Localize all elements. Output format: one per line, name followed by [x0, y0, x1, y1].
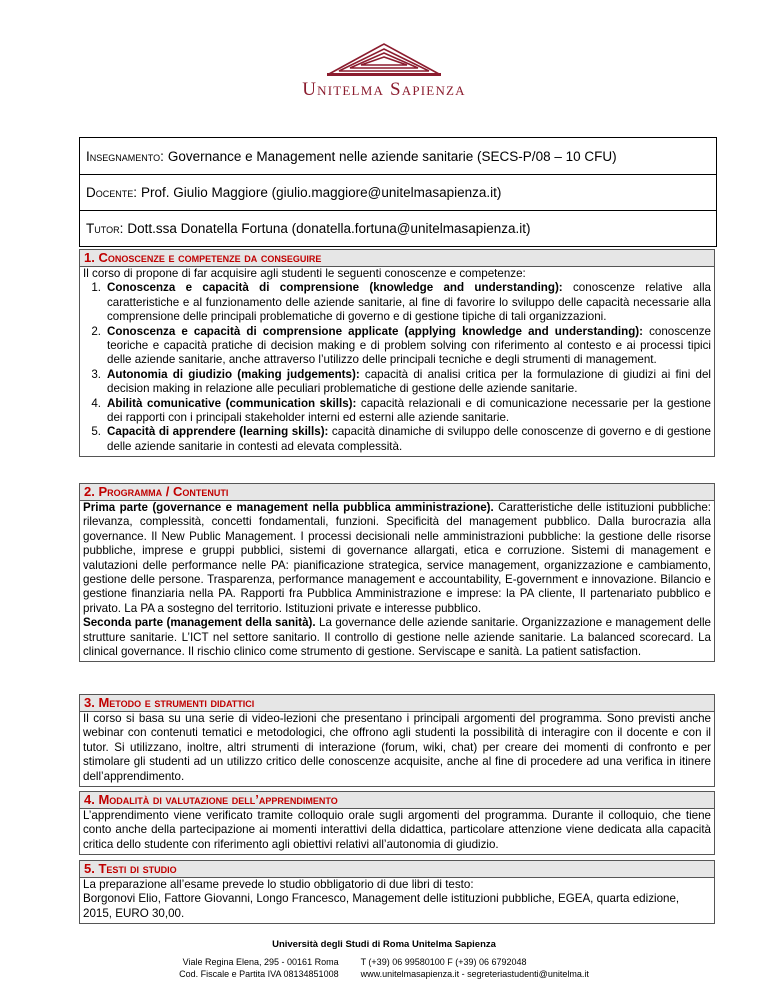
section-number: 3. — [84, 695, 95, 710]
program-part-one: Prima parte (governance e management nella pubblica amministrazione). Caratteristiche delle istituzioni pubbliche: rilevanza, complessità, concetti fondamentali, funzioni. Specificità del management pubblico. Dalla burocrazia alla governance. Il New Public Management. I processi decisionali nelle amministrazioni pubbliche: la gestione delle risorse pubbliche, imprese e gruppi pubblici, sistemi di governance allargati, etica e corruzione. Sistemi di management e valutazioni delle performance nelle PA: pianificazione strategica, service management, organizzazione e cambiamento, gestione delle persone. Trasparenza, performance management e accountability, E-government e innovazione. Bilancio e gestione finanziaria nella PA. Rapporti fra Pubblica Amministrazione e imprese: la PA cliente, Il partenariato pubblico e privato. La PA a sostegno del territorio. Istituzioni private e interesse pubblico. — [83, 501, 711, 615]
section-methods — [79, 694, 715, 787]
teacher-label: Docente: — [86, 185, 138, 200]
program-part-two: Seconda parte (management della sanità). La governance delle aziende sanitarie. Organizzazione e management delle strutture sanitarie. L’ICT nel settore sanitario. Il controllo di gestione nelle aziende sanitarie. La balanced scorecard. La clinical governance. Il rischio clinico come strumento di gestione. Serviscape e sanità. La patient satisfaction. — [83, 616, 711, 659]
footer-fiscal-code: Cod. Fiscale e Partita IVA 08134851008 — [179, 969, 339, 979]
section-heading — [80, 861, 714, 878]
tutor-value: Dott.ssa Donatella Fortuna (donatella.fortuna@unitelmasapienza.it) — [127, 221, 531, 236]
objectives-list — [83, 281, 711, 454]
section-body — [80, 267, 714, 456]
section-body — [80, 878, 714, 923]
list-item: 2. Conoscenza e capacità di comprensione applicate (applying knowledge and understanding): conoscenze teoriche e capacità pratiche di decision making e di problem solving con riferimento al contesto e ai processi tipici delle aziende sanitarie, anche attraverso l’utilizzo delle principali tecniche e degli strumenti di management. — [91, 324, 711, 367]
section-text: L’apprendimento viene verificato tramite colloquio orale sugli argomenti del programma. Durante il colloquio, che tiene conto anche della partecipazione ai momenti interattivi della didattica, particolare attenzione viene dedicata alla capacità critica dello studente con riferimento agli obiettivi relativi all’autonomia di giudizio. — [83, 809, 711, 851]
list-item: 4. Abilità comunicative (communication skills): capacità relazionali e di comunicazione necessarie per la gestione dei rapporti con i principali stakeholder interni ed esterni alle aziende sanitarie. — [91, 396, 711, 425]
tutor-label: Tutor: — [86, 221, 124, 236]
section-textbooks — [79, 860, 715, 924]
section-title: Testi di studio — [98, 861, 177, 876]
section-text: Il corso si basa su una serie di video-lezioni che presentano i principali argomenti del programma. Sono previsti anche webinar con contenuti tematici e metodologici, che offrono agli studenti la possibilità di interagire con il docente e con il tutor. Si utilizzano, inoltre, altri strumenti di interazione (forum, wiki, chat) per creare dei momenti di confronto e per stimolare gli studenti ad un utilizzo critico delle conoscenze acquisite, anche al fine di procedere ad una verifica in itinere dell’apprendimento. — [83, 712, 711, 783]
list-item: 1. Conoscenza e capacità di comprensione (knowledge and understanding): conoscenze relative alla caratteristiche e al funzionamento delle aziende sanitarie, al fine di favorire lo sviluppo delle capacità necessarie alla comprensione delle principali problematiche di governo e di gestione tipiche di tali organizzazioni. — [91, 281, 711, 324]
course-row — [80, 138, 716, 174]
list-item: 3. Autonomia di giudizio (making judgements): capacità di analisi critica per la formulazione di giudizi ai fini del decision making in relazione alle peculiari problematiche di gestione delle aziende sanitarie. — [91, 367, 711, 396]
footer-address: Viale Regina Elena, 295 - 00161 Roma — [182, 957, 339, 967]
footer-contact-block — [361, 956, 589, 980]
footer-phone: T (+39) 06 99580100 F (+39) 06 6792048 — [360, 957, 527, 967]
teacher-row — [80, 174, 716, 210]
section-objectives — [79, 249, 715, 457]
university-logo — [0, 42, 768, 101]
course-label: Insegnamento: — [86, 148, 164, 164]
footer-address-block — [179, 956, 338, 980]
section-heading — [80, 792, 714, 809]
footer-web: www.unitelmasapienza.it - segreteriastudenti@unitelma.it — [360, 969, 589, 979]
section-number: 5. — [84, 861, 95, 876]
section-program — [79, 483, 715, 662]
section-intro: Il corso di propone di far acquisire agli studenti le seguenti conoscenze e competenze: — [83, 267, 526, 280]
textbook-reference: Borgonovi Elio, Fattore Giovanni, Longo Francesco, Management delle istituzioni pubbliche, EGEA, quarta edizione, 2015, EURO 30,00. — [83, 892, 680, 920]
footer-title: Università degli Studi di Roma Unitelma Sapienza — [272, 939, 496, 950]
section-body — [80, 501, 714, 661]
list-item: 5. Capacità di apprendere (learning skills): capacità dinamiche di sviluppo delle conoscenze di governo e di gestione delle aziende sanitarie in contesti ad elevata complessità. — [91, 425, 711, 453]
section-heading — [80, 695, 714, 712]
section-assessment — [79, 791, 715, 855]
textbook-intro: La preparazione all’esame prevede lo studio obbligatorio di due libri di testo: — [83, 878, 474, 891]
classical-pediment-icon — [325, 42, 443, 76]
section-title: Metodo e strumenti didattici — [98, 695, 255, 710]
section-number: 2. — [84, 484, 95, 499]
section-title: Programma / Contenuti — [98, 484, 229, 499]
section-heading — [80, 250, 714, 267]
footer-columns — [0, 956, 768, 980]
logo-text: Unitelma Sapienza — [302, 79, 466, 100]
section-title: Modalità di valutazione dell’apprendimento — [98, 792, 338, 807]
course-value: Governance e Management nelle aziende sanitarie (SECS-P/08 – 10 CFU) — [167, 148, 617, 164]
teacher-value: Prof. Giulio Maggiore (giulio.maggiore@unitelmasapienza.it) — [141, 185, 502, 200]
section-body — [80, 809, 714, 854]
section-heading — [80, 484, 714, 501]
course-info-box — [79, 137, 717, 247]
tutor-row — [80, 210, 716, 246]
page-footer — [0, 939, 768, 980]
section-number: 1. — [84, 250, 95, 265]
section-title: Conoscenze e competenze da conseguire — [98, 250, 322, 265]
section-number: 4. — [84, 792, 95, 807]
section-body — [80, 712, 714, 786]
